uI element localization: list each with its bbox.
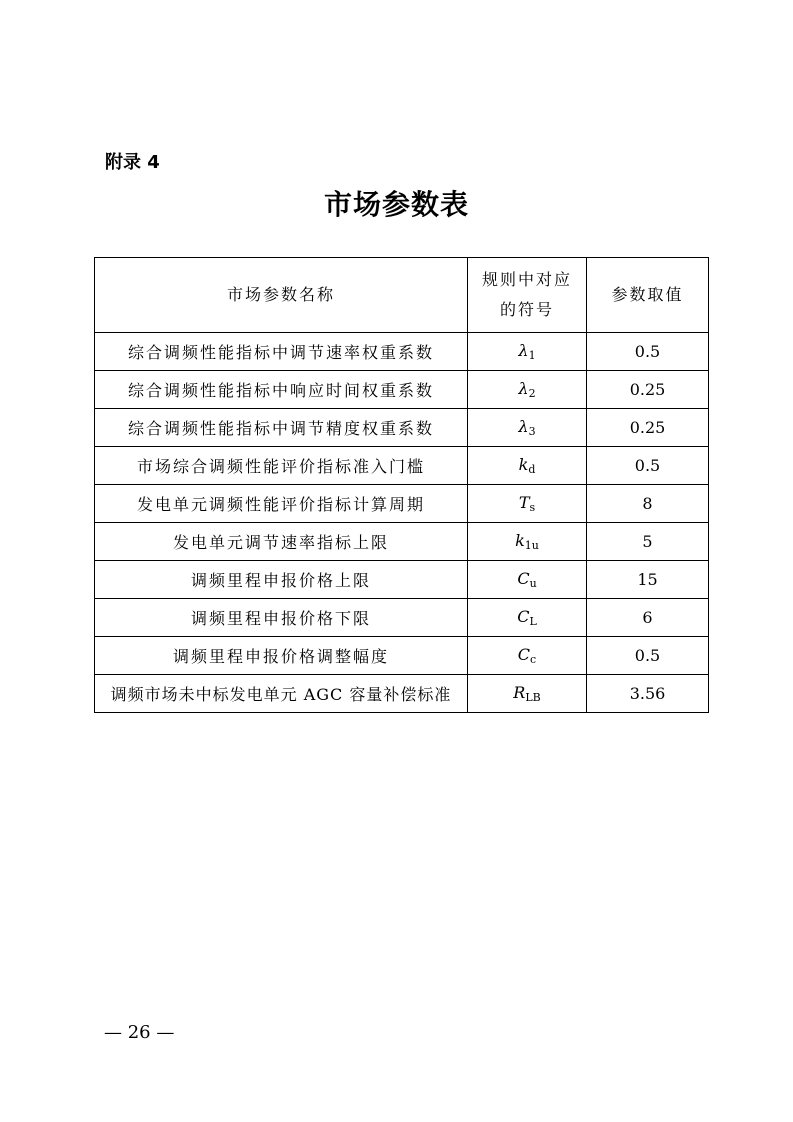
parameter-value: 0.5 <box>587 637 709 675</box>
parameter-symbol: CL <box>468 599 587 637</box>
table-row <box>95 447 709 485</box>
header-parameter-name: 市场参数名称 <box>95 258 468 333</box>
parameter-name: 市场综合调频性能评价指标准入门槛 <box>95 447 468 485</box>
parameter-name: 调频市场未中标发电单元 AGC 容量补偿标准 <box>95 675 468 713</box>
parameter-name: 综合调频性能指标中响应时间权重系数 <box>95 371 468 409</box>
table-row <box>95 371 709 409</box>
appendix-label: 附录 4 <box>105 152 160 173</box>
page-number: — 26 — <box>104 1022 175 1043</box>
table-row <box>95 637 709 675</box>
market-parameter-table <box>94 257 709 713</box>
parameter-value: 0.5 <box>587 447 709 485</box>
table-row <box>95 675 709 713</box>
parameter-value: 0.25 <box>587 409 709 447</box>
table-row <box>95 485 709 523</box>
page-title: 市场参数表 <box>323 188 469 221</box>
parameter-name: 调频里程申报价格上限 <box>95 561 468 599</box>
parameter-value: 0.25 <box>587 371 709 409</box>
parameter-value: 3.56 <box>587 675 709 713</box>
parameter-name: 调频里程申报价格调整幅度 <box>95 637 468 675</box>
parameter-symbol: λ1 <box>468 333 587 371</box>
header-symbol: 规则中对应 的符号 <box>468 258 587 333</box>
parameter-symbol: λ2 <box>468 371 587 409</box>
parameter-value: 15 <box>587 561 709 599</box>
parameter-symbol: Cc <box>468 637 587 675</box>
parameter-symbol: k1u <box>468 523 587 561</box>
table-row <box>95 523 709 561</box>
parameter-symbol: RLB <box>468 675 587 713</box>
parameter-name: 发电单元调频性能评价指标计算周期 <box>95 485 468 523</box>
parameter-symbol: Ts <box>468 485 587 523</box>
header-value: 参数取值 <box>587 258 709 333</box>
table-row <box>95 561 709 599</box>
parameter-value: 5 <box>587 523 709 561</box>
parameter-symbol: Cu <box>468 561 587 599</box>
parameter-value: 6 <box>587 599 709 637</box>
parameter-symbol: λ3 <box>468 409 587 447</box>
parameter-name: 调频里程申报价格下限 <box>95 599 468 637</box>
parameter-name: 发电单元调节速率指标上限 <box>95 523 468 561</box>
table-row <box>95 409 709 447</box>
parameter-name: 综合调频性能指标中调节速率权重系数 <box>95 333 468 371</box>
parameter-value: 8 <box>587 485 709 523</box>
parameter-value: 0.5 <box>587 333 709 371</box>
table-row <box>95 333 709 371</box>
table-header-row <box>95 258 709 333</box>
parameter-name: 综合调频性能指标中调节精度权重系数 <box>95 409 468 447</box>
table-row <box>95 599 709 637</box>
parameter-symbol: kd <box>468 447 587 485</box>
